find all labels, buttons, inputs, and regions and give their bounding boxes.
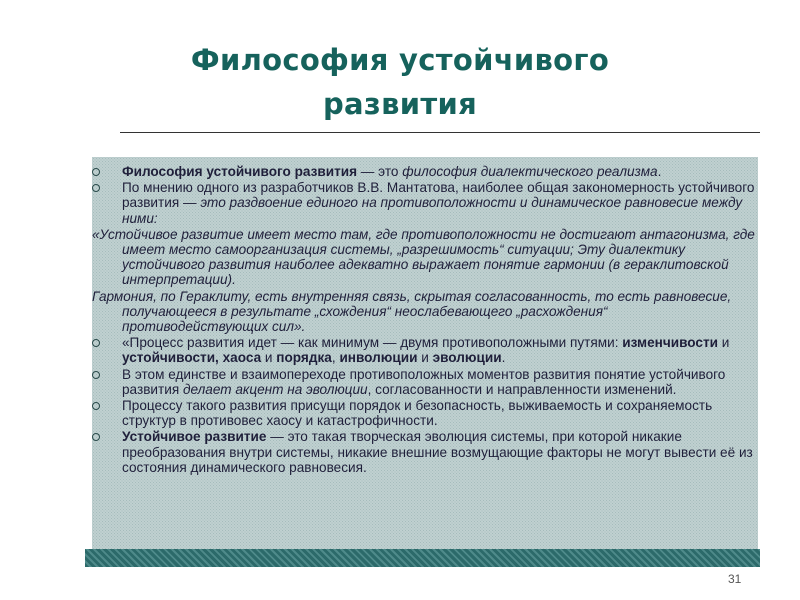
list-item-quote (92, 227, 756, 288)
text-run: и (718, 335, 730, 351)
list-item (92, 335, 756, 365)
text-run: и (417, 350, 433, 366)
italic-run: «Устойчивое развитие имеет место там, где противоположности не достигают антагонизма, где имеет место самоорганизация системы, „разрешимость“ ситуации; Эту диалектику устойчивого развития наиболее адекватно выражает понятие гармонии (в гераклитовской интерпретации). (92, 226, 755, 288)
slide-title-line-1: Философия устойчивого (190, 43, 610, 77)
list-item (92, 398, 756, 428)
paragraph-text (92, 164, 756, 179)
text-run: , согласованности и направленности изменений. (367, 381, 677, 397)
bullet-circle-icon (92, 371, 100, 379)
slide-title-line-2: развития (323, 87, 477, 121)
text-run: В этом единстве и взаимопереходе противоположных моментов развития понятие устойчивого развития (122, 366, 726, 397)
text-run: По мнению одного из разработчиков В.В. Мантатова, наиболее общая закономерность устойчивого развития — (122, 180, 755, 211)
list-item (92, 164, 756, 179)
list-item (92, 180, 756, 226)
list-item-quote (92, 289, 756, 335)
text-run: . (657, 164, 662, 179)
bold-term: устойчивости, хаоса (122, 350, 262, 366)
paragraph-text (92, 398, 756, 428)
italic-run: делает акцент на эволюции (182, 381, 368, 397)
text-run: и (261, 350, 277, 366)
bold-term: Устойчивое развитие (122, 429, 267, 445)
bold-term: изменчивости (622, 335, 718, 351)
title-divider (120, 132, 760, 133)
text-run: Процессу такого развития присущи порядок и безопасность, выживаемость и сохраняемость структур в противовес хаосу и катастрофичности. (122, 398, 713, 429)
bullet-circle-icon (92, 168, 100, 176)
text-run: — это (357, 164, 403, 179)
text-run: — это такая творческая эволюция системы, при которой никакие преобразования внутри системы, никакие внешние возмущающие факторы не могут вывести её из состояния динамического равновесия. (122, 429, 753, 475)
list-item (92, 429, 756, 475)
bold-term: инволюции (339, 350, 418, 366)
text-run: , (331, 350, 340, 366)
panel-bottom-stripe (85, 549, 760, 567)
paragraph-text (92, 429, 756, 475)
italic-run: это раздвоение единого на противоположности и динамическое равновесие между ними: (122, 195, 743, 226)
text-run: . (501, 350, 506, 366)
bold-term: Философия устойчивого развития (122, 164, 358, 179)
bold-term: порядка (276, 350, 332, 366)
list-item (92, 367, 756, 397)
paragraph-text (92, 180, 756, 226)
page-number: 31 (728, 572, 742, 586)
italic-run: философия диалектического реализма (402, 164, 658, 179)
italic-run: Гармония, по Гераклиту, есть внутренняя связь, скрытая согласованность, то есть равновесие, получающееся в результате „схождения“ неослабевающего „расхождения“ противодействующих сил». (92, 288, 732, 335)
paragraph-text (92, 367, 756, 397)
content-text (92, 164, 756, 476)
bullet-circle-icon (92, 402, 100, 410)
paragraph-text (92, 335, 756, 365)
slide-title (120, 38, 680, 126)
text-run: «Процесс развития идет — как минимум — двумя противоположными путями: (122, 335, 623, 351)
bold-term: эволюции (432, 350, 502, 366)
